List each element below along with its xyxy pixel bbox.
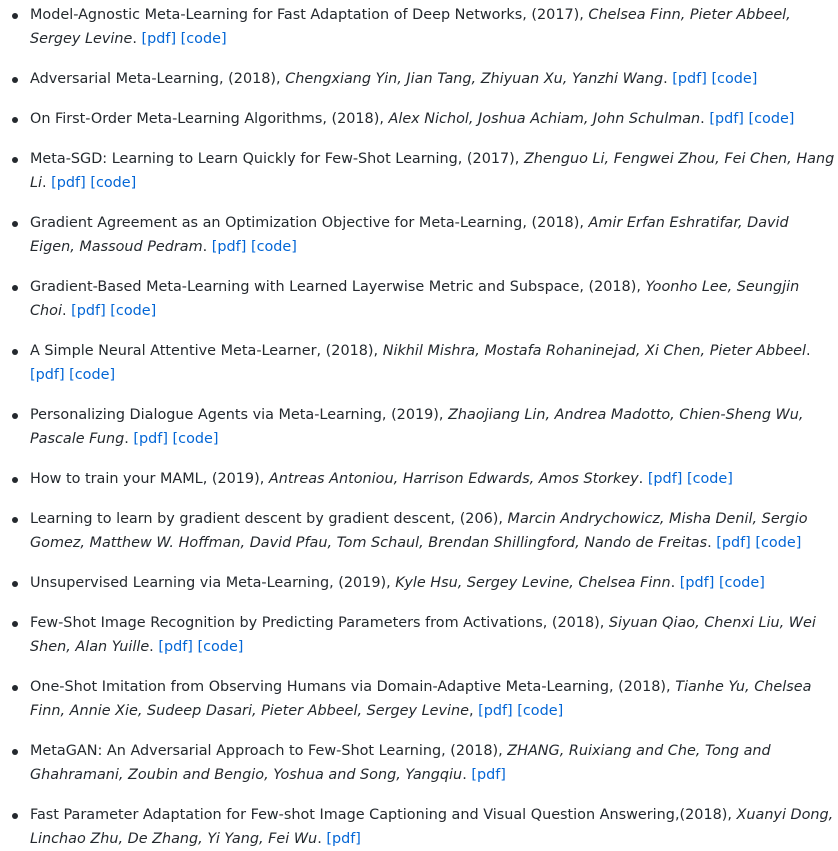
paper-authors-punct: . (202, 239, 208, 255)
paper-list-item (0, 739, 838, 787)
paper-list-item (0, 571, 838, 595)
paper-list-item (0, 675, 838, 723)
paper-authors: Marcin Andrychowicz, Misha Denil, Sergio Gomez, Matthew W. Hoffman, David Pfau, Tom Schaul, Brendan Shillingford, Nando de Freitas (30, 511, 808, 551)
pdf-link[interactable]: [pdf] (141, 31, 177, 47)
pdf-link[interactable]: [pdf] (471, 767, 506, 783)
paper-authors-punct: . (638, 471, 644, 487)
bullet-icon (12, 477, 18, 483)
paper-year: , (2017), (457, 151, 524, 167)
paper-title: Fast Parameter Adaptation for Few-shot Image Captioning and Visual Question Answering (30, 807, 675, 823)
bullet-icon (12, 13, 18, 19)
paper-list-item (0, 67, 838, 91)
paper-year: , (2018), (316, 343, 383, 359)
code-link[interactable]: [code] (686, 471, 733, 487)
paper-title: Unsupervised Learning via Meta-Learning (30, 575, 330, 591)
bullet-icon (12, 813, 18, 819)
paper-title: Gradient-Based Meta-Learning with Learned Layerwise Metric and Subspace (30, 279, 580, 295)
code-link[interactable]: [code] (748, 111, 795, 127)
bullet-icon (12, 621, 18, 627)
bullet-icon (12, 117, 18, 123)
code-link[interactable]: [code] (110, 303, 157, 319)
paper-title: How to train your MAML (30, 471, 203, 487)
paper-authors-punct: . (124, 431, 129, 447)
paper-title: Meta-SGD: Learning to Learn Quickly for Few-Shot Learning (30, 151, 458, 167)
bullet-icon (12, 685, 18, 691)
paper-authors: Yoonho Lee, Seungjin Choi (30, 279, 800, 319)
code-link[interactable]: [code] (180, 31, 227, 47)
bullet-icon (12, 581, 18, 587)
paper-title: On First-Order Meta-Learning Algorithms (30, 111, 323, 127)
pdf-link[interactable]: [pdf] (158, 639, 193, 655)
bullet-icon (12, 517, 18, 523)
paper-list-item (0, 507, 838, 555)
paper-authors: Chelsea Finn, Pieter Abbeel, Sergey Levine (30, 7, 791, 47)
paper-authors: Amir Erfan Eshratifar, David Eigen, Massoud Pedram (30, 215, 789, 255)
paper-year: , (2019), (329, 575, 396, 591)
paper-year: , (206), (450, 511, 508, 527)
paper-authors: Tianhe Yu, Chelsea Finn, Annie Xie, Sudeep Dasari, Pieter Abbeel, Sergey Levine (30, 679, 812, 719)
paper-title: MetaGAN: An Adversarial Approach to Few-Shot Learning (30, 743, 442, 759)
code-link[interactable]: [code] (718, 575, 765, 591)
paper-authors-punct: . (132, 31, 137, 47)
paper-year: ,(2018), (674, 807, 737, 823)
paper-authors-punct: . (462, 767, 467, 783)
bullet-icon (12, 349, 18, 355)
paper-title: A Simple Neural Attentive Meta-Learner (30, 343, 317, 359)
paper-title: Learning to learn by gradient descent by gradient descent (30, 511, 451, 527)
paper-list-item (0, 211, 838, 259)
paper-authors: Nikhil Mishra, Mostafa Rohaninejad, Xi Chen, Pieter Abbeel (382, 343, 807, 359)
paper-title: Few-Shot Image Recognition by Predicting Parameters from Activations (30, 615, 543, 631)
paper-authors-punct: . (149, 639, 154, 655)
paper-authors-punct: . (806, 343, 811, 359)
code-link[interactable]: [code] (755, 535, 802, 551)
paper-title: One-Shot Imitation from Observing Humans via Domain-Adaptive Meta-Learning (30, 679, 610, 695)
paper-authors: ZHANG, Ruixiang and Che, Tong and Ghahramani, Zoubin and Bengio, Yoshua and Song, Yangqiu (30, 743, 771, 783)
paper-list-item (0, 467, 838, 491)
paper-authors: Siyuan Qiao, Chenxi Liu, Wei Shen, Alan Yuille (30, 615, 816, 655)
pdf-link[interactable]: [pdf] (647, 471, 683, 487)
paper-list-item (0, 339, 838, 387)
paper-authors: Antreas Antoniou, Harrison Edwards, Amos Storkey (268, 471, 639, 487)
paper-title: Adversarial Meta-Learning (30, 71, 220, 87)
paper-list-item (0, 147, 838, 195)
pdf-link[interactable]: [pdf] (716, 535, 751, 551)
paper-list-item (0, 107, 838, 131)
pdf-link[interactable]: [pdf] (679, 575, 715, 591)
paper-authors-punct: . (707, 535, 712, 551)
paper-list-item (0, 611, 838, 659)
code-link[interactable]: [code] (250, 239, 297, 255)
paper-year: , (2018), (542, 615, 609, 631)
paper-authors: Alex Nichol, Joshua Achiam, John Schulman (388, 111, 701, 127)
paper-year: , (2017), (522, 7, 589, 23)
paper-list-item (0, 403, 838, 451)
pdf-link[interactable]: [pdf] (51, 175, 86, 191)
paper-authors: Xuanyi Dong, Linchao Zhu, De Zhang, Yi Yang, Fei Wu (30, 807, 834, 847)
paper-year: , (2018), (609, 679, 676, 695)
paper-authors: Zhaojiang Lin, Andrea Madotto, Chien-Sheng Wu, Pascale Fung (30, 407, 804, 447)
bullet-icon (12, 285, 18, 291)
paper-authors-punct: . (663, 71, 668, 87)
pdf-link[interactable]: [pdf] (211, 239, 247, 255)
code-link[interactable]: [code] (69, 367, 116, 383)
paper-authors: Chengxiang Yin, Jian Tang, Zhiyuan Xu, Yanzhi Wang (285, 71, 664, 87)
paper-year: , (2018), (522, 215, 589, 231)
paper-authors-punct: . (61, 303, 67, 319)
paper-list-item (0, 275, 838, 323)
code-link[interactable]: [code] (197, 639, 244, 655)
paper-list-item (0, 0, 838, 51)
paper-year: , (2018), (219, 71, 286, 87)
paper-year: , (2018), (579, 279, 646, 295)
pdf-link[interactable]: [pdf] (672, 71, 707, 87)
paper-title: Model-Agnostic Meta-Learning for Fast Adaptation of Deep Networks (30, 7, 523, 23)
pdf-link[interactable]: [pdf] (478, 703, 513, 719)
pdf-link[interactable]: [pdf] (30, 367, 65, 383)
pdf-link[interactable]: [pdf] (71, 303, 106, 319)
bullet-icon (12, 77, 18, 83)
paper-authors: Zhenguo Li, Fengwei Zhou, Fei Chen, Hang Li (30, 151, 835, 191)
code-link[interactable]: [code] (172, 431, 219, 447)
pdf-link[interactable]: [pdf] (326, 831, 361, 847)
paper-authors-punct: . (670, 575, 676, 591)
paper-title: Personalizing Dialogue Agents via Meta-Learning (30, 407, 382, 423)
paper-list-item (0, 803, 838, 851)
bullet-icon (12, 157, 18, 163)
code-link[interactable]: [code] (711, 71, 758, 87)
paper-authors-punct: , (468, 703, 474, 719)
paper-title: Gradient Agreement as an Optimization Objective for Meta-Learning (30, 215, 523, 231)
paper-year: , (2019), (381, 407, 449, 423)
pdf-link[interactable]: [pdf] (133, 431, 168, 447)
paper-authors-punct: . (42, 175, 47, 191)
bullet-icon (12, 221, 18, 227)
code-link[interactable]: [code] (517, 703, 564, 719)
paper-authors-punct: . (700, 111, 705, 127)
code-link[interactable]: [code] (90, 175, 137, 191)
paper-year: , (2019), (202, 471, 269, 487)
paper-authors: Kyle Hsu, Sergey Levine, Chelsea Finn (395, 575, 671, 591)
bullet-icon (12, 749, 18, 755)
bullet-icon (12, 413, 18, 419)
paper-year: , (2018), (441, 743, 508, 759)
paper-authors-punct: . (317, 831, 322, 847)
paper-year: , (2018), (322, 111, 389, 127)
pdf-link[interactable]: [pdf] (709, 111, 744, 127)
